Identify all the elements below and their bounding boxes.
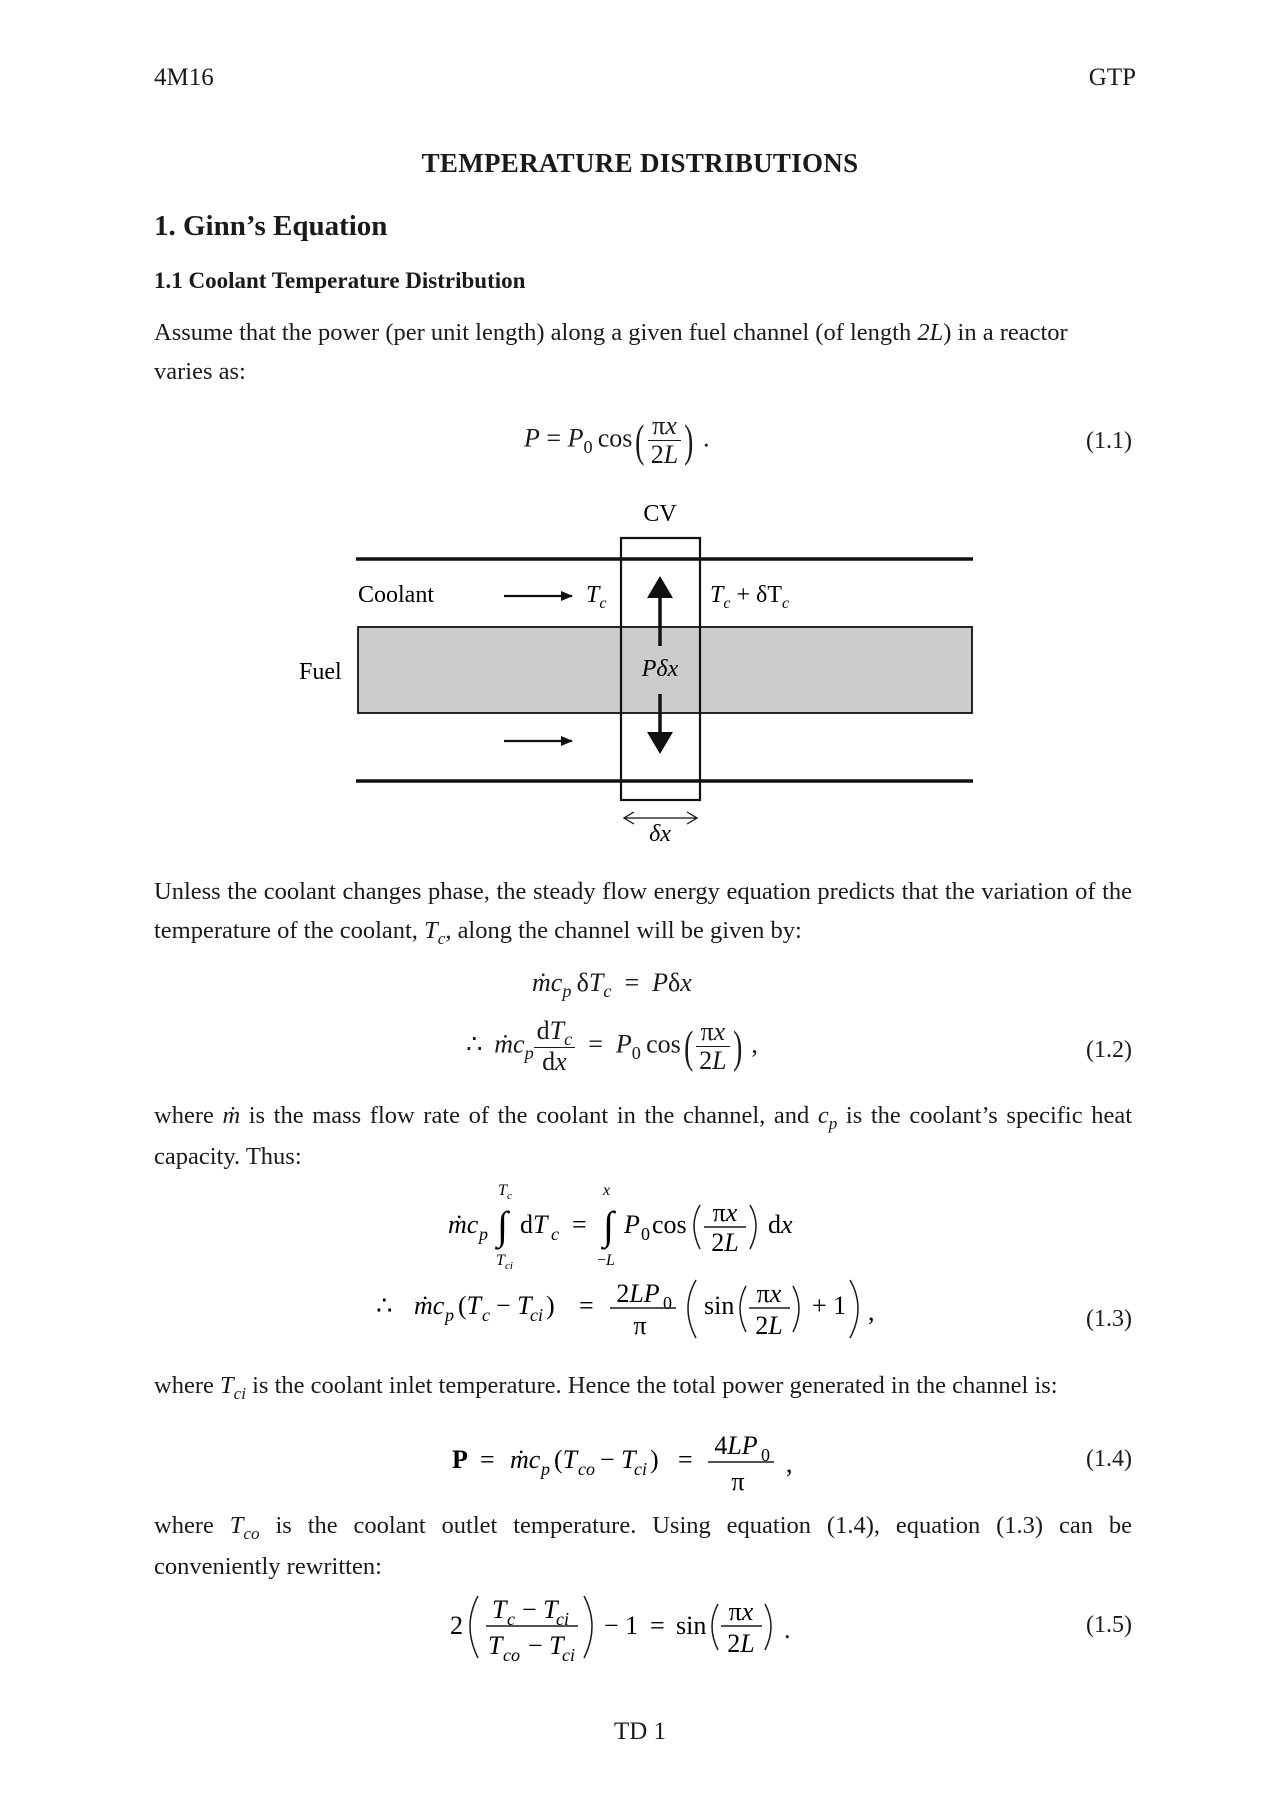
paragraph-text: where xyxy=(154,1102,223,1129)
svg-text:ci: ci xyxy=(634,1459,647,1479)
paragraph-text: is the mass flow rate of the coolant in the channel, and xyxy=(240,1102,818,1129)
svg-text:∴: ∴ xyxy=(376,1291,393,1320)
coolant-label: Coolant xyxy=(358,582,434,608)
equation-1-5 xyxy=(448,1582,808,1672)
paragraph-variable: T xyxy=(229,1512,244,1539)
svg-text:ṁc: ṁc xyxy=(414,1291,445,1320)
paragraph-text: is the coolant outlet temperature. Using equation (1.4), equation (1.3) can be conveniently rewritten: xyxy=(154,1512,1132,1580)
svg-text:=: = xyxy=(572,1210,587,1239)
svg-text:ci: ci xyxy=(556,1609,569,1629)
paragraph-variable: T xyxy=(424,917,438,944)
equation-number: (1.3) xyxy=(1086,1306,1132,1332)
section-heading: 1. Ginn’s Equation xyxy=(154,210,388,242)
cv-label: CV xyxy=(643,501,677,527)
equation-number: (1.5) xyxy=(1086,1612,1132,1638)
svg-text:2L: 2L xyxy=(755,1311,783,1340)
svg-text:− T: − T xyxy=(600,1445,636,1474)
paragraph-intro xyxy=(154,313,1132,391)
paragraph-variable: T xyxy=(219,1372,234,1399)
paragraph-variable: c xyxy=(817,1102,829,1129)
svg-text:2L: 2L xyxy=(727,1629,755,1658)
svg-text:.: . xyxy=(784,1615,791,1644)
svg-text:∫: ∫ xyxy=(497,1203,508,1248)
svg-text:2L: 2L xyxy=(711,1228,739,1257)
subsection-heading: 1.1 Coolant Temperature Distribution xyxy=(154,268,526,293)
equation-energy-balance: ṁc$_p$ $\delta T_c = P\delta x$ xyxy=(532,968,692,1002)
svg-text:c: c xyxy=(507,1609,515,1629)
svg-text:co: co xyxy=(578,1459,595,1479)
paragraph-text: is the coolant’s specific heat capacity. Thus: xyxy=(154,1102,1132,1170)
fuel-label: Fuel xyxy=(299,659,342,685)
header-course-tag: GTP xyxy=(1088,64,1136,91)
paragraph-subscript: c xyxy=(437,929,446,948)
svg-text:c: c xyxy=(482,1305,490,1325)
page-number: TD 1 xyxy=(613,1718,667,1745)
paragraph-variable: ṁ xyxy=(222,1102,241,1129)
svg-text:sin: sin xyxy=(676,1611,707,1640)
heat-arrow-down-head xyxy=(647,732,673,754)
paragraph-text: ) in a reactor varies as: xyxy=(154,319,1068,385)
svg-text:P: P xyxy=(452,1445,468,1474)
paragraph-text: Unless the coolant changes phase, the steady flow energy equation predicts that the variation of the temperature of the coolant, xyxy=(154,878,1132,944)
equation-number: (1.4) xyxy=(1086,1446,1132,1472)
svg-text:ṁc: ṁc xyxy=(510,1445,541,1474)
control-volume-diagram xyxy=(290,496,990,856)
svg-text:(T: (T xyxy=(554,1445,578,1474)
svg-text:P: P xyxy=(624,1210,640,1239)
svg-text:πx: πx xyxy=(712,1198,738,1227)
svg-text:π: π xyxy=(731,1467,745,1496)
svg-text:x: x xyxy=(603,1182,611,1199)
paragraph-variable: 2L xyxy=(917,319,944,346)
heat-source-label: Pδx xyxy=(641,656,679,682)
svg-text:=: = xyxy=(579,1291,594,1320)
svg-text:=: = xyxy=(650,1611,665,1640)
svg-text:cos: cos xyxy=(652,1210,687,1239)
svg-text:sin: sin xyxy=(704,1291,735,1320)
paragraph-text: where xyxy=(154,1372,220,1399)
svg-text:): ) xyxy=(546,1291,555,1320)
equation-integral xyxy=(440,1175,860,1270)
svg-text:− T: − T xyxy=(496,1291,532,1320)
paragraph-subscript: p xyxy=(828,1114,838,1133)
svg-text:T: T xyxy=(492,1595,507,1624)
svg-text:4LP: 4LP xyxy=(714,1431,758,1460)
svg-text:ci: ci xyxy=(505,1260,513,1270)
svg-text:− T: − T xyxy=(528,1631,564,1660)
equation-1-3 xyxy=(376,1268,876,1348)
paragraph-energy-equation xyxy=(154,872,1132,952)
tc-plus-delta-label: $T_c + \delta T_c$ xyxy=(710,582,790,612)
svg-text:− 1: − 1 xyxy=(604,1611,639,1640)
svg-text:=: = xyxy=(678,1445,693,1474)
equation-number: (1.1) xyxy=(1086,428,1132,454)
paragraph-text: is the coolant inlet temperature. Hence the total power generated in the channel is: xyxy=(246,1372,1058,1399)
paragraph-text: , along the channel will be given by: xyxy=(445,917,802,944)
svg-text:ci: ci xyxy=(562,1645,575,1665)
svg-text:co: co xyxy=(503,1645,520,1665)
svg-text:p: p xyxy=(541,1459,550,1479)
paragraph-subscript: ci xyxy=(233,1384,246,1403)
svg-text:p: p xyxy=(479,1224,488,1244)
paragraph-subscript: co xyxy=(243,1524,260,1543)
svg-text:dT: dT xyxy=(520,1210,548,1239)
svg-text:=: = xyxy=(480,1445,495,1474)
paragraph-text: Assume that the power (per unit length) along a given fuel channel (of length xyxy=(154,319,918,346)
svg-text:2LP: 2LP xyxy=(616,1279,660,1308)
svg-text:−L: −L xyxy=(597,1252,615,1269)
svg-text:T: T xyxy=(498,1182,507,1199)
svg-text:− T: − T xyxy=(522,1595,558,1624)
paragraph-outlet-temperature xyxy=(154,1506,1132,1586)
svg-text:c: c xyxy=(551,1224,559,1244)
svg-text:ṁc: ṁc xyxy=(448,1210,479,1239)
svg-text:+ 1: + 1 xyxy=(812,1291,847,1320)
svg-text:0: 0 xyxy=(761,1445,770,1465)
svg-text:c: c xyxy=(507,1190,512,1202)
equation-number: (1.2) xyxy=(1086,1037,1132,1063)
svg-text:T: T xyxy=(496,1252,505,1269)
svg-text:(T: (T xyxy=(458,1291,482,1320)
dx-label: δx xyxy=(649,821,671,847)
header-course-code: 4M16 xyxy=(154,64,214,91)
heat-arrow-up-head xyxy=(647,576,673,598)
svg-text:): ) xyxy=(650,1445,659,1474)
equation-1-4 xyxy=(448,1418,808,1498)
svg-text:∫: ∫ xyxy=(603,1203,614,1248)
svg-text:πx: πx xyxy=(728,1597,754,1626)
paragraph-inlet-temperature xyxy=(154,1366,1132,1407)
svg-text:2: 2 xyxy=(450,1611,463,1640)
paragraph-text: where xyxy=(154,1512,230,1539)
equation-1-1: $P = P_0$ cos( $\frac{\pi x}{2L}$ ) . xyxy=(524,411,710,469)
svg-text:0: 0 xyxy=(641,1224,650,1244)
svg-text:dx: dx xyxy=(768,1210,793,1239)
svg-text:,: , xyxy=(786,1449,793,1478)
equation-1-2: ∴ ṁc$_p$ $\frac{dT_c}{dx}$ = $P_0$ cos( $\frac{\pi x}{2L}$ ) , xyxy=(466,1016,758,1076)
svg-text:πx: πx xyxy=(756,1279,782,1308)
page-title: TEMPERATURE DISTRIBUTIONS xyxy=(421,148,859,178)
svg-text:ci: ci xyxy=(530,1305,543,1325)
svg-text:T: T xyxy=(488,1631,503,1660)
svg-text:0: 0 xyxy=(663,1293,672,1313)
svg-text:π: π xyxy=(633,1311,647,1340)
svg-text:,: , xyxy=(868,1297,875,1326)
svg-text:p: p xyxy=(445,1305,454,1325)
paragraph-mass-flow xyxy=(154,1096,1132,1176)
tc-label: $T_c$ xyxy=(586,582,607,612)
